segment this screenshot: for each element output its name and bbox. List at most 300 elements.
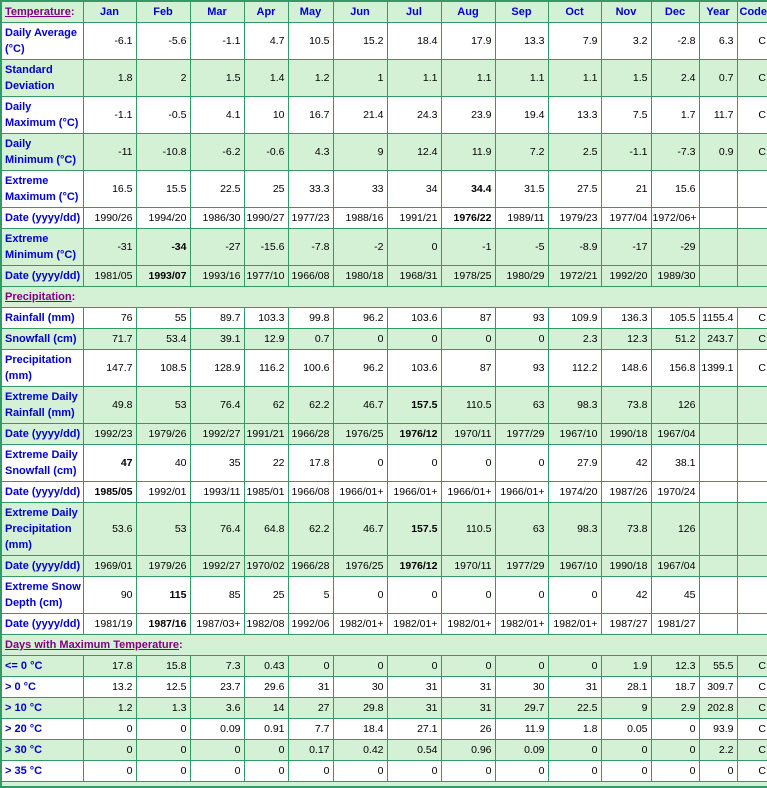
cell-date-yyyy-dd-jan: 1990/26 xyxy=(83,208,136,229)
cell-daily-minimum-c-sep: 7.2 xyxy=(495,134,548,171)
cell-20-c-sep: 11.9 xyxy=(495,719,548,740)
cell-rainfall-mm-jan: 76 xyxy=(83,308,136,329)
cell-date-yyyy-dd-jul: 1966/01+ xyxy=(387,482,441,503)
cell-rainfall-mm-apr: 103.3 xyxy=(244,308,288,329)
cell-extreme-daily-precipitation-mm-jun: 46.7 xyxy=(333,503,387,556)
cell-0-c-aug: 0 xyxy=(441,656,495,677)
cell-daily-minimum-c-feb: -10.8 xyxy=(136,134,190,171)
cell-date-yyyy-dd-code xyxy=(737,482,767,503)
cell-extreme-maximum-c-jun: 33 xyxy=(333,171,387,208)
cell-precipitation-mm-mar: 128.9 xyxy=(190,350,244,387)
cell-daily-minimum-c-apr: -0.6 xyxy=(244,134,288,171)
cell-10-c-year: 202.8 xyxy=(699,698,737,719)
cell-0-c-jun: 0 xyxy=(333,656,387,677)
cell-rainfall-mm-aug: 87 xyxy=(441,308,495,329)
table-row-date-yyyy-dd xyxy=(1,614,767,635)
cell-standard-deviation-sep: 1.1 xyxy=(495,60,548,97)
cell-extreme-minimum-c-apr: -15.6 xyxy=(244,229,288,266)
cell-extreme-snow-depth-cm-apr: 25 xyxy=(244,577,288,614)
cell-rainfall-mm-feb: 55 xyxy=(136,308,190,329)
cell-date-yyyy-dd-jan: 1985/05 xyxy=(83,482,136,503)
cell-daily-minimum-c-jan: -11 xyxy=(83,134,136,171)
cell-extreme-daily-precipitation-mm-mar: 76.4 xyxy=(190,503,244,556)
cell-date-yyyy-dd-nov: 1990/18 xyxy=(601,556,651,577)
cell-0-c-jan: 17.8 xyxy=(83,656,136,677)
section-link-text: Temperature xyxy=(5,6,71,18)
cell-extreme-daily-precipitation-mm-year xyxy=(699,503,737,556)
cell-precipitation-mm-code: C xyxy=(737,350,767,387)
cell-precipitation-mm-jan: 147.7 xyxy=(83,350,136,387)
cell-daily-average-c-year: 6.3 xyxy=(699,23,737,60)
cell-precipitation-mm-jun: 96.2 xyxy=(333,350,387,387)
cell-daily-maximum-c-oct: 13.3 xyxy=(548,97,601,134)
cell-0-c-year: 309.7 xyxy=(699,677,737,698)
cell-extreme-snow-depth-cm-code xyxy=(737,577,767,614)
table-row-standard-deviation xyxy=(1,60,767,97)
cell-date-yyyy-dd-may: 1966/08 xyxy=(288,266,333,287)
table-row-extreme-maximum-c xyxy=(1,171,767,208)
cell-date-yyyy-dd-code xyxy=(737,266,767,287)
cell-date-yyyy-dd-nov: 1992/20 xyxy=(601,266,651,287)
cell-extreme-daily-rainfall-mm-jan: 49.8 xyxy=(83,387,136,424)
cell-extreme-daily-snowfall-cm-code xyxy=(737,445,767,482)
cell-extreme-daily-precipitation-mm-apr: 64.8 xyxy=(244,503,288,556)
cell-extreme-daily-rainfall-mm-apr: 62 xyxy=(244,387,288,424)
table-footer-strip xyxy=(1,782,767,788)
cell-daily-average-c-apr: 4.7 xyxy=(244,23,288,60)
cell-date-yyyy-dd-mar: 1987/03+ xyxy=(190,614,244,635)
row-label-date-yyyy-dd: Date (yyyy/dd) xyxy=(1,424,83,445)
cell-extreme-maximum-c-code xyxy=(737,171,767,208)
cell-30-c-year: 2.2 xyxy=(699,740,737,761)
cell-daily-average-c-sep: 13.3 xyxy=(495,23,548,60)
cell-precipitation-mm-sep: 93 xyxy=(495,350,548,387)
cell-extreme-maximum-c-mar: 22.5 xyxy=(190,171,244,208)
cell-date-yyyy-dd-nov: 1990/18 xyxy=(601,424,651,445)
cell-date-yyyy-dd-apr: 1982/08 xyxy=(244,614,288,635)
cell-0-c-apr: 29.6 xyxy=(244,677,288,698)
row-label-date-yyyy-dd: Date (yyyy/dd) xyxy=(1,266,83,287)
cell-date-yyyy-dd-aug: 1970/11 xyxy=(441,424,495,445)
cell-date-yyyy-dd-apr: 1970/02 xyxy=(244,556,288,577)
column-header-dec: Dec xyxy=(651,1,699,23)
cell-extreme-maximum-c-jul: 34 xyxy=(387,171,441,208)
row-label-extreme-maximum-c: Extreme Maximum (°C) xyxy=(1,171,83,208)
row-label-date-yyyy-dd: Date (yyyy/dd) xyxy=(1,556,83,577)
cell-date-yyyy-dd-jun: 1988/16 xyxy=(333,208,387,229)
cell-snowfall-cm-oct: 2.3 xyxy=(548,329,601,350)
cell-extreme-maximum-c-dec: 15.6 xyxy=(651,171,699,208)
row-label-extreme-daily-rainfall-mm: Extreme Daily Rainfall (mm) xyxy=(1,387,83,424)
cell-date-yyyy-dd-dec: 1967/04 xyxy=(651,556,699,577)
cell-daily-average-c-nov: 3.2 xyxy=(601,23,651,60)
cell-extreme-daily-snowfall-cm-mar: 35 xyxy=(190,445,244,482)
cell-extreme-snow-depth-cm-jul: 0 xyxy=(387,577,441,614)
cell-date-yyyy-dd-code xyxy=(737,424,767,445)
cell-daily-minimum-c-dec: -7.3 xyxy=(651,134,699,171)
cell-date-yyyy-dd-jun: 1966/01+ xyxy=(333,482,387,503)
cell-standard-deviation-jun: 1 xyxy=(333,60,387,97)
cell-30-c-oct: 0 xyxy=(548,740,601,761)
cell-30-c-apr: 0 xyxy=(244,740,288,761)
cell-date-yyyy-dd-nov: 1977/04 xyxy=(601,208,651,229)
cell-20-c-jun: 18.4 xyxy=(333,719,387,740)
cell-extreme-daily-snowfall-cm-apr: 22 xyxy=(244,445,288,482)
cell-date-yyyy-dd-jan: 1981/05 xyxy=(83,266,136,287)
table-row-10-c xyxy=(1,698,767,719)
cell-20-c-year: 93.9 xyxy=(699,719,737,740)
cell-daily-maximum-c-may: 16.7 xyxy=(288,97,333,134)
cell-daily-minimum-c-aug: 11.9 xyxy=(441,134,495,171)
cell-extreme-daily-rainfall-mm-aug: 110.5 xyxy=(441,387,495,424)
cell-date-yyyy-dd-mar: 1993/16 xyxy=(190,266,244,287)
cell-35-c-aug: 0 xyxy=(441,761,495,782)
cell-30-c-aug: 0.96 xyxy=(441,740,495,761)
column-header-may: May xyxy=(288,1,333,23)
cell-35-c-code: C xyxy=(737,761,767,782)
cell-extreme-minimum-c-oct: -8.9 xyxy=(548,229,601,266)
cell-date-yyyy-dd-year xyxy=(699,266,737,287)
section-row-precipitation xyxy=(1,287,767,308)
cell-date-yyyy-dd-dec: 1970/24 xyxy=(651,482,699,503)
cell-extreme-daily-snowfall-cm-sep: 0 xyxy=(495,445,548,482)
cell-date-yyyy-dd-feb: 1979/26 xyxy=(136,556,190,577)
cell-date-yyyy-dd-oct: 1982/01+ xyxy=(548,614,601,635)
cell-extreme-daily-rainfall-mm-dec: 126 xyxy=(651,387,699,424)
cell-date-yyyy-dd-apr: 1985/01 xyxy=(244,482,288,503)
row-label-daily-minimum-c: Daily Minimum (°C) xyxy=(1,134,83,171)
cell-extreme-snow-depth-cm-dec: 45 xyxy=(651,577,699,614)
cell-extreme-snow-depth-cm-oct: 0 xyxy=(548,577,601,614)
cell-precipitation-mm-feb: 108.5 xyxy=(136,350,190,387)
table-row-date-yyyy-dd xyxy=(1,424,767,445)
section-header-precipitation[interactable]: Precipitation: xyxy=(1,287,767,308)
cell-extreme-daily-snowfall-cm-oct: 27.9 xyxy=(548,445,601,482)
column-header-year: Year xyxy=(699,1,737,23)
cell-standard-deviation-year: 0.7 xyxy=(699,60,737,97)
cell-extreme-minimum-c-year xyxy=(699,229,737,266)
table-row-extreme-minimum-c xyxy=(1,229,767,266)
cell-0-c-dec: 12.3 xyxy=(651,656,699,677)
cell-0-c-feb: 15.8 xyxy=(136,656,190,677)
table-row-0-c xyxy=(1,656,767,677)
row-label-precipitation-mm: Precipitation (mm) xyxy=(1,350,83,387)
cell-extreme-minimum-c-aug: -1 xyxy=(441,229,495,266)
cell-20-c-jan: 0 xyxy=(83,719,136,740)
cell-date-yyyy-dd-code xyxy=(737,208,767,229)
cell-extreme-maximum-c-aug: 34.4 xyxy=(441,171,495,208)
cell-extreme-minimum-c-mar: -27 xyxy=(190,229,244,266)
cell-rainfall-mm-jul: 103.6 xyxy=(387,308,441,329)
cell-10-c-jan: 1.2 xyxy=(83,698,136,719)
cell-extreme-minimum-c-code xyxy=(737,229,767,266)
cell-10-c-dec: 2.9 xyxy=(651,698,699,719)
table-row-extreme-snow-depth-cm xyxy=(1,577,767,614)
cell-date-yyyy-dd-oct: 1967/10 xyxy=(548,556,601,577)
cell-0-c-nov: 1.9 xyxy=(601,656,651,677)
cell-date-yyyy-dd-may: 1966/28 xyxy=(288,556,333,577)
row-label-extreme-daily-precipitation-mm: Extreme Daily Precipitation (mm) xyxy=(1,503,83,556)
cell-10-c-mar: 3.6 xyxy=(190,698,244,719)
cell-extreme-daily-precipitation-mm-aug: 110.5 xyxy=(441,503,495,556)
cell-extreme-daily-rainfall-mm-oct: 98.3 xyxy=(548,387,601,424)
cell-extreme-daily-snowfall-cm-may: 17.8 xyxy=(288,445,333,482)
cell-0-c-may: 31 xyxy=(288,677,333,698)
cell-daily-maximum-c-jun: 21.4 xyxy=(333,97,387,134)
row-label-0-c: <= 0 °C xyxy=(1,656,83,677)
cell-date-yyyy-dd-aug: 1976/22 xyxy=(441,208,495,229)
cell-extreme-daily-snowfall-cm-feb: 40 xyxy=(136,445,190,482)
cell-10-c-nov: 9 xyxy=(601,698,651,719)
footer-strip-cell xyxy=(1,782,767,788)
cell-standard-deviation-jan: 1.8 xyxy=(83,60,136,97)
cell-precipitation-mm-apr: 116.2 xyxy=(244,350,288,387)
cell-date-yyyy-dd-jun: 1980/18 xyxy=(333,266,387,287)
cell-date-yyyy-dd-mar: 1986/30 xyxy=(190,208,244,229)
section-link-text: Precipitation xyxy=(5,291,72,303)
section-header-temperature[interactable]: Temperature: xyxy=(1,1,83,23)
cell-date-yyyy-dd-jul: 1976/12 xyxy=(387,556,441,577)
cell-0-c-mar: 7.3 xyxy=(190,656,244,677)
cell-extreme-minimum-c-dec: -29 xyxy=(651,229,699,266)
cell-date-yyyy-dd-dec: 1967/04 xyxy=(651,424,699,445)
cell-extreme-daily-snowfall-cm-jul: 0 xyxy=(387,445,441,482)
cell-35-c-sep: 0 xyxy=(495,761,548,782)
cell-date-yyyy-dd-mar: 1992/27 xyxy=(190,424,244,445)
row-label-30-c: > 30 °C xyxy=(1,740,83,761)
cell-date-yyyy-dd-jan: 1992/23 xyxy=(83,424,136,445)
cell-daily-minimum-c-code: C xyxy=(737,134,767,171)
cell-rainfall-mm-jun: 96.2 xyxy=(333,308,387,329)
cell-snowfall-cm-apr: 12.9 xyxy=(244,329,288,350)
cell-daily-maximum-c-dec: 1.7 xyxy=(651,97,699,134)
table-row-30-c xyxy=(1,740,767,761)
cell-10-c-sep: 29.7 xyxy=(495,698,548,719)
cell-extreme-daily-snowfall-cm-year xyxy=(699,445,737,482)
cell-30-c-jul: 0.54 xyxy=(387,740,441,761)
cell-date-yyyy-dd-apr: 1977/10 xyxy=(244,266,288,287)
cell-date-yyyy-dd-mar: 1993/11 xyxy=(190,482,244,503)
cell-extreme-snow-depth-cm-jan: 90 xyxy=(83,577,136,614)
table-row-extreme-daily-rainfall-mm xyxy=(1,387,767,424)
cell-daily-minimum-c-year: 0.9 xyxy=(699,134,737,171)
section-row-days-with-maximum-temperature xyxy=(1,635,767,656)
cell-date-yyyy-dd-feb: 1993/07 xyxy=(136,266,190,287)
cell-date-yyyy-dd-may: 1992/06 xyxy=(288,614,333,635)
cell-extreme-daily-precipitation-mm-dec: 126 xyxy=(651,503,699,556)
row-label-20-c: > 20 °C xyxy=(1,719,83,740)
cell-precipitation-mm-dec: 156.8 xyxy=(651,350,699,387)
cell-10-c-oct: 22.5 xyxy=(548,698,601,719)
cell-daily-minimum-c-may: 4.3 xyxy=(288,134,333,171)
cell-daily-maximum-c-jul: 24.3 xyxy=(387,97,441,134)
cell-10-c-jul: 31 xyxy=(387,698,441,719)
column-header-feb: Feb xyxy=(136,1,190,23)
cell-extreme-daily-precipitation-mm-jul: 157.5 xyxy=(387,503,441,556)
cell-date-yyyy-dd-may: 1966/28 xyxy=(288,424,333,445)
cell-extreme-daily-rainfall-mm-year xyxy=(699,387,737,424)
cell-standard-deviation-dec: 2.4 xyxy=(651,60,699,97)
column-header-oct: Oct xyxy=(548,1,601,23)
cell-daily-maximum-c-apr: 10 xyxy=(244,97,288,134)
cell-standard-deviation-jul: 1.1 xyxy=(387,60,441,97)
cell-0-c-dec: 18.7 xyxy=(651,677,699,698)
cell-date-yyyy-dd-jun: 1982/01+ xyxy=(333,614,387,635)
row-label-date-yyyy-dd: Date (yyyy/dd) xyxy=(1,482,83,503)
cell-35-c-jul: 0 xyxy=(387,761,441,782)
section-link-text: Days with Maximum Temperature xyxy=(5,639,180,651)
cell-date-yyyy-dd-dec: 1981/27 xyxy=(651,614,699,635)
table-row-date-yyyy-dd xyxy=(1,482,767,503)
row-label-extreme-daily-snowfall-cm: Extreme Daily Snowfall (cm) xyxy=(1,445,83,482)
cell-rainfall-mm-dec: 105.5 xyxy=(651,308,699,329)
cell-extreme-minimum-c-jul: 0 xyxy=(387,229,441,266)
cell-30-c-mar: 0 xyxy=(190,740,244,761)
cell-date-yyyy-dd-feb: 1979/26 xyxy=(136,424,190,445)
cell-extreme-minimum-c-may: -7.8 xyxy=(288,229,333,266)
cell-snowfall-cm-jul: 0 xyxy=(387,329,441,350)
cell-20-c-may: 7.7 xyxy=(288,719,333,740)
column-header-sep: Sep xyxy=(495,1,548,23)
cell-extreme-snow-depth-cm-may: 5 xyxy=(288,577,333,614)
cell-date-yyyy-dd-dec: 1989/30 xyxy=(651,266,699,287)
cell-extreme-daily-rainfall-mm-feb: 53 xyxy=(136,387,190,424)
cell-precipitation-mm-year: 1399.1 xyxy=(699,350,737,387)
cell-daily-average-c-code: C xyxy=(737,23,767,60)
cell-date-yyyy-dd-code xyxy=(737,556,767,577)
cell-date-yyyy-dd-year xyxy=(699,208,737,229)
cell-precipitation-mm-jul: 103.6 xyxy=(387,350,441,387)
cell-date-yyyy-dd-sep: 1977/29 xyxy=(495,556,548,577)
cell-30-c-jun: 0.42 xyxy=(333,740,387,761)
cell-date-yyyy-dd-year xyxy=(699,424,737,445)
cell-extreme-snow-depth-cm-nov: 42 xyxy=(601,577,651,614)
cell-extreme-daily-rainfall-mm-sep: 63 xyxy=(495,387,548,424)
cell-10-c-aug: 31 xyxy=(441,698,495,719)
cell-0-c-apr: 0.43 xyxy=(244,656,288,677)
cell-snowfall-cm-code: C xyxy=(737,329,767,350)
cell-snowfall-cm-jun: 0 xyxy=(333,329,387,350)
cell-extreme-daily-precipitation-mm-oct: 98.3 xyxy=(548,503,601,556)
cell-daily-average-c-dec: -2.8 xyxy=(651,23,699,60)
cell-10-c-feb: 1.3 xyxy=(136,698,190,719)
cell-standard-deviation-mar: 1.5 xyxy=(190,60,244,97)
column-header-jan: Jan xyxy=(83,1,136,23)
cell-date-yyyy-dd-jul: 1976/12 xyxy=(387,424,441,445)
cell-20-c-aug: 26 xyxy=(441,719,495,740)
cell-35-c-year: 0 xyxy=(699,761,737,782)
cell-precipitation-mm-may: 100.6 xyxy=(288,350,333,387)
row-label-extreme-snow-depth-cm: Extreme Snow Depth (cm) xyxy=(1,577,83,614)
cell-0-c-year: 55.5 xyxy=(699,656,737,677)
table-row-20-c xyxy=(1,719,767,740)
cell-20-c-code: C xyxy=(737,719,767,740)
section-header-days-with-maximum-temperature[interactable]: Days with Maximum Temperature: xyxy=(1,635,767,656)
table-row-extreme-daily-snowfall-cm xyxy=(1,445,767,482)
cell-30-c-may: 0.17 xyxy=(288,740,333,761)
cell-extreme-maximum-c-sep: 31.5 xyxy=(495,171,548,208)
cell-20-c-oct: 1.8 xyxy=(548,719,601,740)
cell-extreme-daily-snowfall-cm-dec: 38.1 xyxy=(651,445,699,482)
cell-date-yyyy-dd-year xyxy=(699,556,737,577)
row-label-rainfall-mm: Rainfall (mm) xyxy=(1,308,83,329)
cell-30-c-nov: 0 xyxy=(601,740,651,761)
cell-daily-maximum-c-year: 11.7 xyxy=(699,97,737,134)
cell-standard-deviation-oct: 1.1 xyxy=(548,60,601,97)
cell-extreme-daily-precipitation-mm-code xyxy=(737,503,767,556)
cell-extreme-daily-rainfall-mm-jul: 157.5 xyxy=(387,387,441,424)
table-row-0-c xyxy=(1,677,767,698)
row-label-daily-maximum-c: Daily Maximum (°C) xyxy=(1,97,83,134)
cell-date-yyyy-dd-jun: 1976/25 xyxy=(333,556,387,577)
cell-standard-deviation-apr: 1.4 xyxy=(244,60,288,97)
cell-date-yyyy-dd-aug: 1982/01+ xyxy=(441,614,495,635)
cell-date-yyyy-dd-aug: 1966/01+ xyxy=(441,482,495,503)
cell-date-yyyy-dd-oct: 1979/23 xyxy=(548,208,601,229)
cell-daily-minimum-c-oct: 2.5 xyxy=(548,134,601,171)
cell-snowfall-cm-nov: 12.3 xyxy=(601,329,651,350)
cell-rainfall-mm-mar: 89.7 xyxy=(190,308,244,329)
cell-standard-deviation-nov: 1.5 xyxy=(601,60,651,97)
cell-daily-maximum-c-jan: -1.1 xyxy=(83,97,136,134)
cell-date-yyyy-dd-sep: 1982/01+ xyxy=(495,614,548,635)
cell-date-yyyy-dd-oct: 1972/21 xyxy=(548,266,601,287)
cell-daily-average-c-oct: 7.9 xyxy=(548,23,601,60)
cell-date-yyyy-dd-apr: 1991/21 xyxy=(244,424,288,445)
cell-date-yyyy-dd-nov: 1987/27 xyxy=(601,614,651,635)
cell-35-c-may: 0 xyxy=(288,761,333,782)
cell-daily-average-c-aug: 17.9 xyxy=(441,23,495,60)
cell-extreme-daily-precipitation-mm-may: 62.2 xyxy=(288,503,333,556)
column-header-aug: Aug xyxy=(441,1,495,23)
cell-30-c-dec: 0 xyxy=(651,740,699,761)
cell-snowfall-cm-sep: 0 xyxy=(495,329,548,350)
row-label-date-yyyy-dd: Date (yyyy/dd) xyxy=(1,614,83,635)
cell-date-yyyy-dd-nov: 1987/26 xyxy=(601,482,651,503)
cell-date-yyyy-dd-jul: 1982/01+ xyxy=(387,614,441,635)
cell-extreme-maximum-c-may: 33.3 xyxy=(288,171,333,208)
cell-standard-deviation-aug: 1.1 xyxy=(441,60,495,97)
cell-20-c-nov: 0.05 xyxy=(601,719,651,740)
cell-30-c-sep: 0.09 xyxy=(495,740,548,761)
cell-precipitation-mm-nov: 148.6 xyxy=(601,350,651,387)
row-label-0-c: > 0 °C xyxy=(1,677,83,698)
cell-20-c-jul: 27.1 xyxy=(387,719,441,740)
table-row-date-yyyy-dd xyxy=(1,266,767,287)
cell-rainfall-mm-year: 1155.4 xyxy=(699,308,737,329)
cell-daily-minimum-c-jul: 12.4 xyxy=(387,134,441,171)
table-row-date-yyyy-dd xyxy=(1,208,767,229)
cell-snowfall-cm-aug: 0 xyxy=(441,329,495,350)
cell-date-yyyy-dd-dec: 1972/06+ xyxy=(651,208,699,229)
cell-date-yyyy-dd-jun: 1976/25 xyxy=(333,424,387,445)
cell-extreme-snow-depth-cm-feb: 115 xyxy=(136,577,190,614)
cell-0-c-feb: 12.5 xyxy=(136,677,190,698)
cell-30-c-feb: 0 xyxy=(136,740,190,761)
cell-0-c-may: 0 xyxy=(288,656,333,677)
cell-date-yyyy-dd-jul: 1991/21 xyxy=(387,208,441,229)
cell-date-yyyy-dd-feb: 1987/16 xyxy=(136,614,190,635)
cell-extreme-minimum-c-sep: -5 xyxy=(495,229,548,266)
cell-0-c-oct: 31 xyxy=(548,677,601,698)
cell-0-c-code: C xyxy=(737,656,767,677)
cell-20-c-mar: 0.09 xyxy=(190,719,244,740)
table-row-precipitation-mm xyxy=(1,350,767,387)
cell-daily-minimum-c-jun: 9 xyxy=(333,134,387,171)
column-header-jun: Jun xyxy=(333,1,387,23)
cell-10-c-may: 27 xyxy=(288,698,333,719)
cell-date-yyyy-dd-oct: 1974/20 xyxy=(548,482,601,503)
